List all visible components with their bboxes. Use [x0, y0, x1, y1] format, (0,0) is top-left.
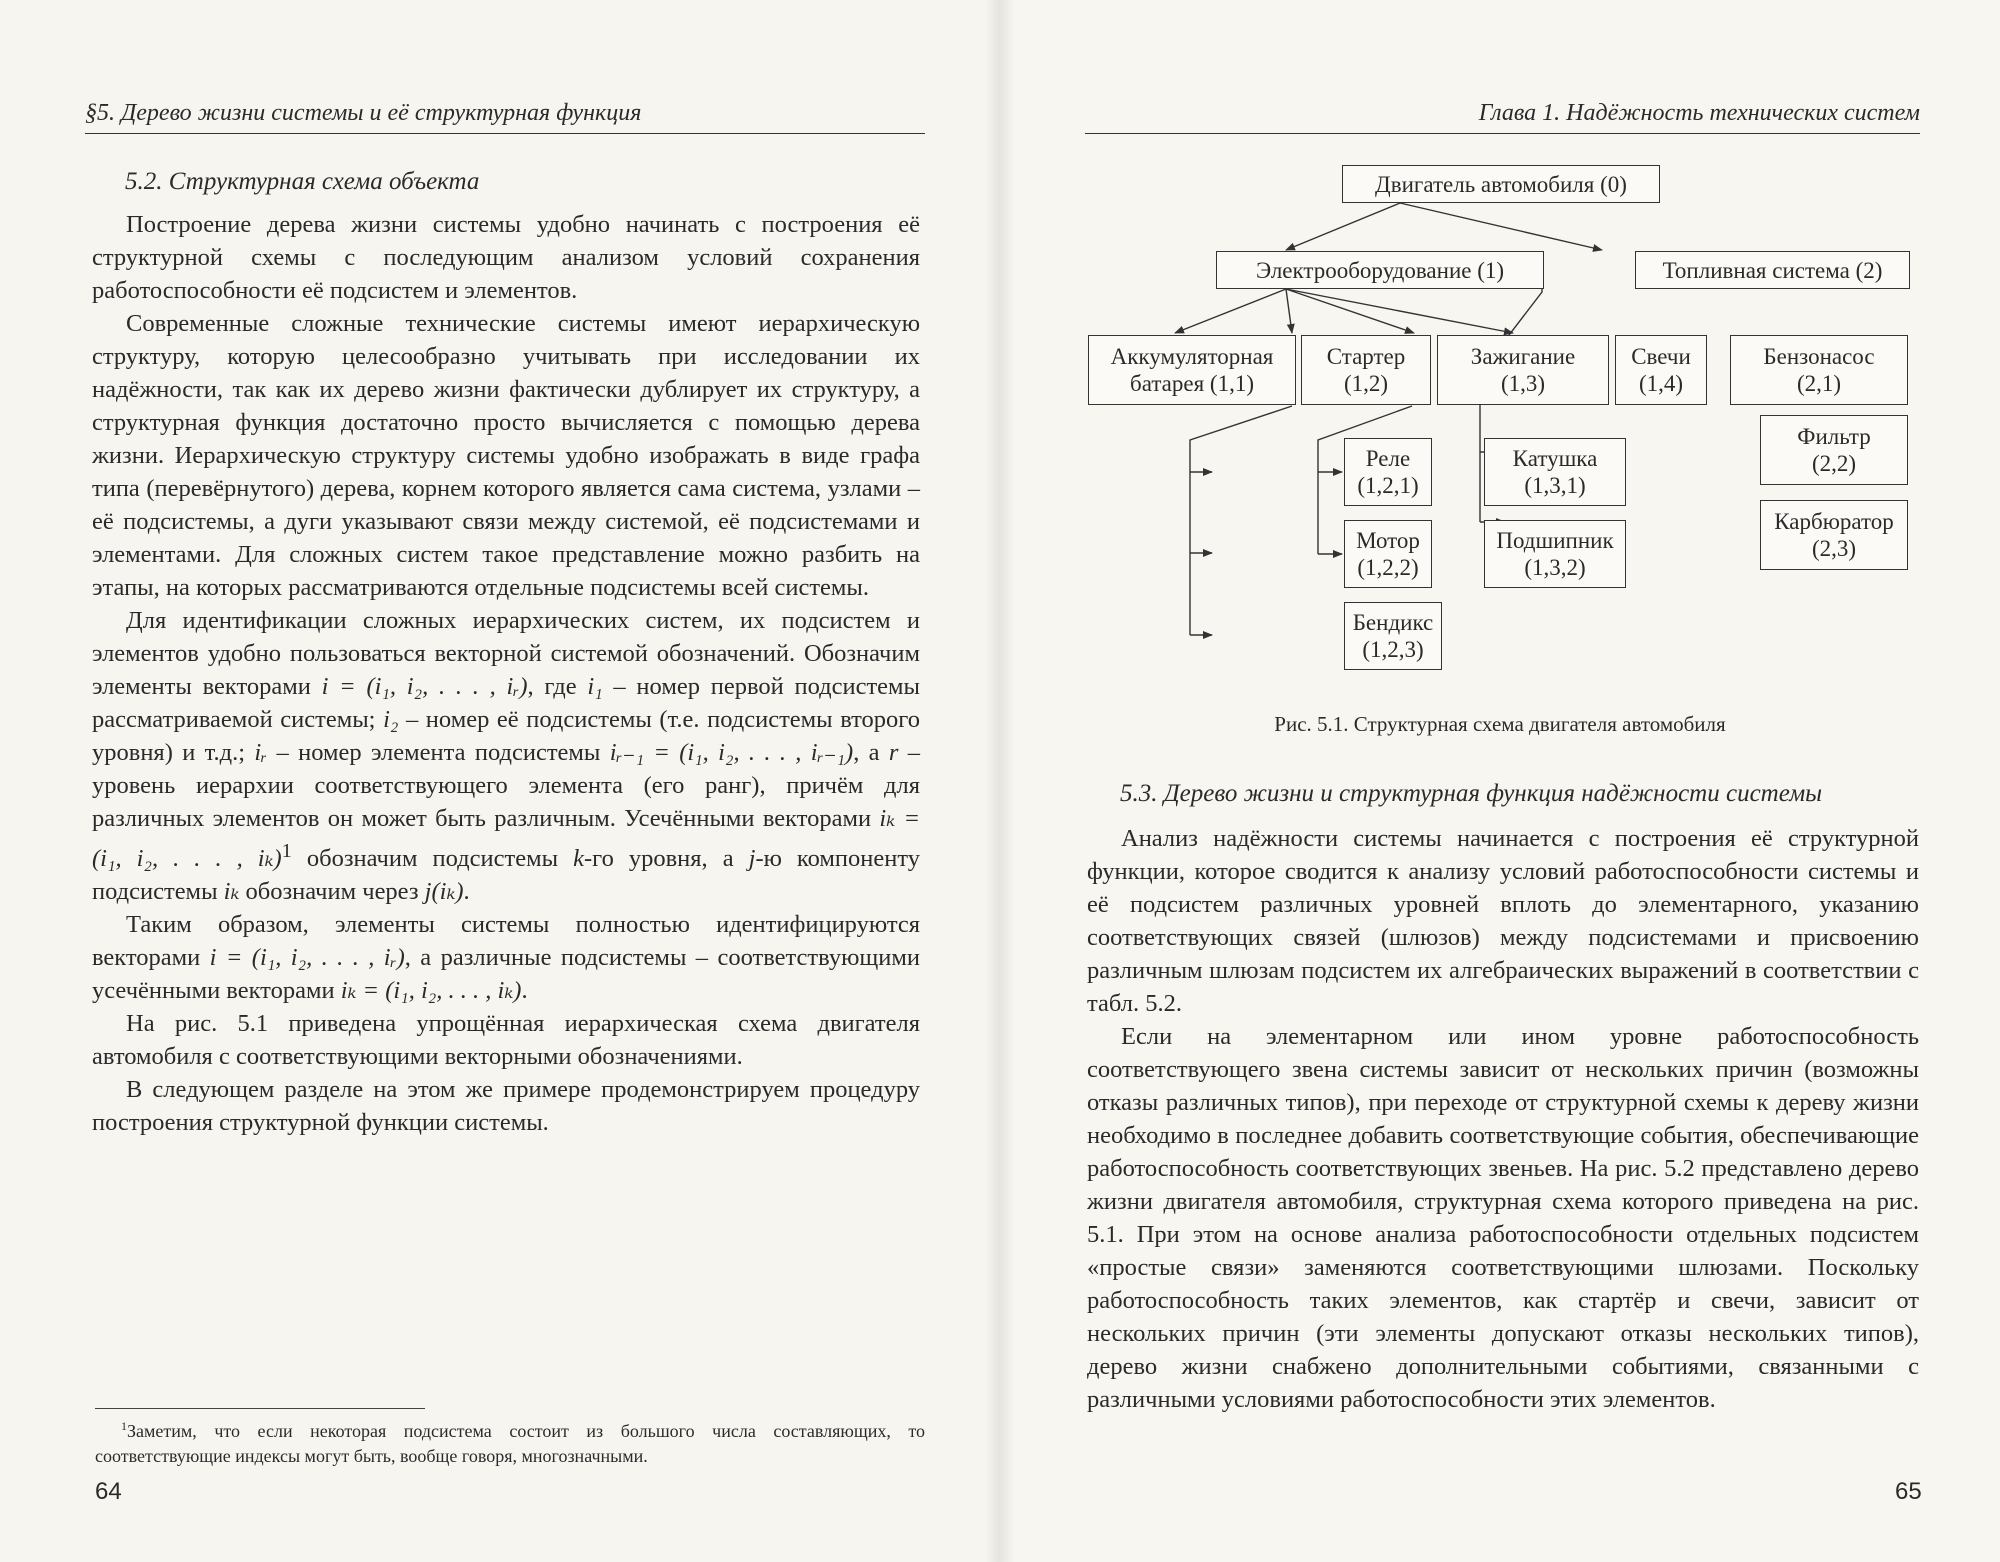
book-gutter-shadow: [985, 0, 1015, 1562]
node-label: (1,2): [1343, 371, 1389, 396]
text-run: обозначим подсистемы: [291, 845, 574, 873]
node-label: (2,2): [1811, 451, 1857, 476]
footnote-rule: [95, 1408, 425, 1409]
text-run: -ю компоненту подсистемы: [92, 845, 920, 906]
math-k: k: [573, 845, 584, 873]
text-run: -го уровня, а: [583, 845, 749, 873]
node-label: Фильтр: [1797, 424, 1871, 449]
node-label: (2,1): [1796, 371, 1842, 396]
node-bendix: [1344, 602, 1442, 670]
footnote: [95, 1414, 925, 1469]
node-label: (1,4): [1638, 371, 1684, 396]
math-i1: i₁: [587, 673, 603, 700]
node-label: Двигатель автомобиля (0): [1375, 171, 1627, 197]
text-run: – номер первой подсистемы рассматриваемой системы;: [92, 673, 920, 733]
node-label: Бендикс: [1352, 610, 1434, 635]
text-run: .: [463, 878, 470, 906]
text-run: Таким образом, элементы системы полностью идентифицируются векторами: [92, 911, 920, 972]
math-ik: iₖ: [223, 878, 240, 906]
node-label: (1,2,2): [1357, 555, 1419, 580]
node-label: (1,2,3): [1362, 637, 1424, 662]
node-label: Топливная система (2): [1662, 257, 1883, 283]
math-i2: i₂: [383, 706, 399, 733]
node-label: Катушка: [1512, 446, 1598, 471]
node-filter: [1760, 415, 1908, 485]
node-relay: [1344, 438, 1432, 506]
node-label: Бензонасос: [1763, 344, 1875, 369]
math-ik: iₖ = (i₁, i₂, . . . , iₖ): [92, 805, 920, 873]
running-head-right: Глава 1. Надёжность технических систем: [1085, 100, 1920, 134]
math-ik: iₖ = (i₁, i₂, . . . , iₖ): [340, 977, 522, 1005]
subsection-title-5-2: 5.2. Структурная схема объекта: [125, 168, 480, 195]
text-run: – уровень иерархии соответствующего элемента (его ранг), причём для различных элементов он может быть различным. Усечёнными векторами: [92, 739, 921, 832]
node-carburetor: [1760, 500, 1908, 570]
paragraph: Современные сложные технические системы имеют иерархическую структуру, которую целесообразно учитывать при исследовании их надёжности, так как их дерево жизни фактически дублирует их структуру, а структурная функция достаточно просто вычисляется с помощью дерева жизни. Иерархическую структуру системы удобно изображать в виде графа типа (перевёрнутого) дерева, корнем которого является сама система, узлами – её подсистемы, а дуги указывают связи между системой, её подсистемами и элементами. Для сложных систем такое представление можно разбить на этапы, на которых рассматриваются отдельные подсистемы всей системы.: [92, 310, 920, 601]
node-label: Карбюратор: [1774, 509, 1894, 534]
footnote-reference: 1: [281, 840, 292, 862]
right-body-text: [1087, 822, 1919, 1416]
node-label: Подшипник: [1496, 528, 1614, 553]
left-body-text: [92, 208, 920, 1139]
paragraph: В следующем разделе на этом же примере продемонстрируем процедуру построения структурной функции системы.: [92, 1076, 920, 1137]
text-run: .: [521, 977, 528, 1005]
node-starter: [1301, 335, 1431, 405]
page-number-left: 64: [95, 1478, 122, 1505]
running-head-left: §5. Дерево жизни системы и её структурная функция: [85, 100, 925, 134]
figure-caption: Рис. 5.1. Структурная схема двигателя автомобиля: [1274, 712, 1726, 736]
node-ignition: [1437, 335, 1609, 405]
node-label: Реле: [1365, 446, 1411, 471]
math-r: r: [888, 739, 899, 766]
node-label: (1,3,2): [1524, 555, 1586, 580]
text-run: , а: [853, 739, 889, 766]
text-run: – номер элемента подсистемы: [267, 739, 610, 766]
math-vector-i: i = (i₁, i₂, . . . , iᵣ): [321, 673, 528, 700]
node-label: (1,3): [1500, 371, 1546, 396]
node-battery: [1088, 335, 1296, 405]
paragraph: Анализ надёжности системы начинается с построения её структурной функции, которое сводится к анализу условий работоспособности системы и её подсистем различных уровней вплоть до элементарного, указанию соответствующих связей (шлюзов) между подсистемами и присвоению различным шлюзам подсистем их алгебраических выражений в соответствии с табл. 5.2.: [1087, 825, 1919, 1017]
node-label: батарея (1,1): [1130, 371, 1254, 396]
node-root: [1342, 165, 1660, 203]
subsection-title-5-3: 5.3. Дерево жизни и структурная функция надёжности системы: [1120, 780, 1823, 807]
paragraph: [92, 604, 920, 908]
node-label: (1,2,1): [1357, 473, 1419, 498]
footnote-text: Заметим, что если некоторая подсистема состоит из большого числа составляющих, то соответствующие индексы могут быть, вообще говоря, многозначными.: [95, 1421, 925, 1466]
text-run: Для идентификации сложных иерархических систем, их подсистем и элементов удобно пользоваться векторной системой обозначений. Обозначим элементы векторами: [92, 607, 920, 700]
page-number-right: 65: [1895, 1478, 1922, 1505]
node-label: Электрооборудование (1): [1255, 257, 1505, 283]
text-run: , а различные подсистемы – соответствующими усечёнными векторами: [92, 944, 920, 1005]
node-label: (1,3,1): [1524, 473, 1586, 498]
paragraph: Построение дерева жизни системы удобно начинать с построения её структурной схемы с последующим анализом условий сохранения работоспособности её подсистем и элементов.: [92, 211, 920, 304]
paragraph: Если на элементарном или ином уровне работоспособность соответствующего звена системы зависит от нескольких причин (возможны отказы различных типов), при переходе от структурной схемы к дереву жизни необходимо в последнее добавить соответствующие события, обеспечивающие работоспособность соответствующих звеньев. На рис. 5.2 представлено дерево жизни двигателя автомобиля, структурная схема которого приведена на рис. 5.1. При этом на основе анализа работоспособности отдельных подсистем «простые связи» заменяются соответствующими шлюзами. Поскольку работоспособность таких элементов, как стартёр и свечи, зависит от нескольких причин (эти элементы допускают отказы нескольких типов), дерево жизни снабжено дополнительными событиями, связанными с различными условиями работоспособности этих элементов.: [1087, 1023, 1919, 1413]
node-label: Свечи: [1631, 344, 1691, 369]
node-fuel: [1635, 251, 1910, 289]
node-label: Стартер: [1326, 344, 1406, 369]
math-j: j: [748, 845, 756, 873]
node-label: (2,3): [1811, 536, 1857, 561]
math-ir-minus-1: iᵣ₋₁ = (i₁, i₂, . . . , iᵣ₋₁): [609, 739, 854, 766]
math-ir: iᵣ: [254, 739, 268, 766]
paragraph: [92, 908, 920, 1007]
text-run: – номер её подсистемы (т.е. подсистемы второго уровня) и т.д.;: [92, 706, 920, 766]
node-plugs: [1615, 335, 1707, 405]
structure-diagram: [1080, 150, 1940, 690]
text-run: , где: [527, 673, 588, 700]
footnote-mark: 1: [121, 1419, 127, 1433]
right-page: [1000, 0, 2000, 1562]
node-label: Зажигание: [1470, 344, 1576, 369]
math-j-ik: j(iₖ): [424, 878, 464, 906]
node-motor: [1344, 520, 1432, 588]
text-run: обозначим через: [239, 878, 425, 906]
node-label: Мотор: [1356, 528, 1420, 553]
math-vector-i: i = (i₁, i₂, . . . , iᵣ): [209, 944, 405, 972]
node-label: Аккумуляторная: [1110, 344, 1274, 369]
node-pump: [1730, 335, 1908, 405]
paragraph: На рис. 5.1 приведена упрощённая иерархическая схема двигателя автомобиля с соответствующими векторными обозначениями.: [92, 1010, 920, 1071]
node-bearing: [1484, 520, 1626, 588]
node-coil: [1484, 438, 1626, 506]
node-electro: [1216, 251, 1544, 289]
